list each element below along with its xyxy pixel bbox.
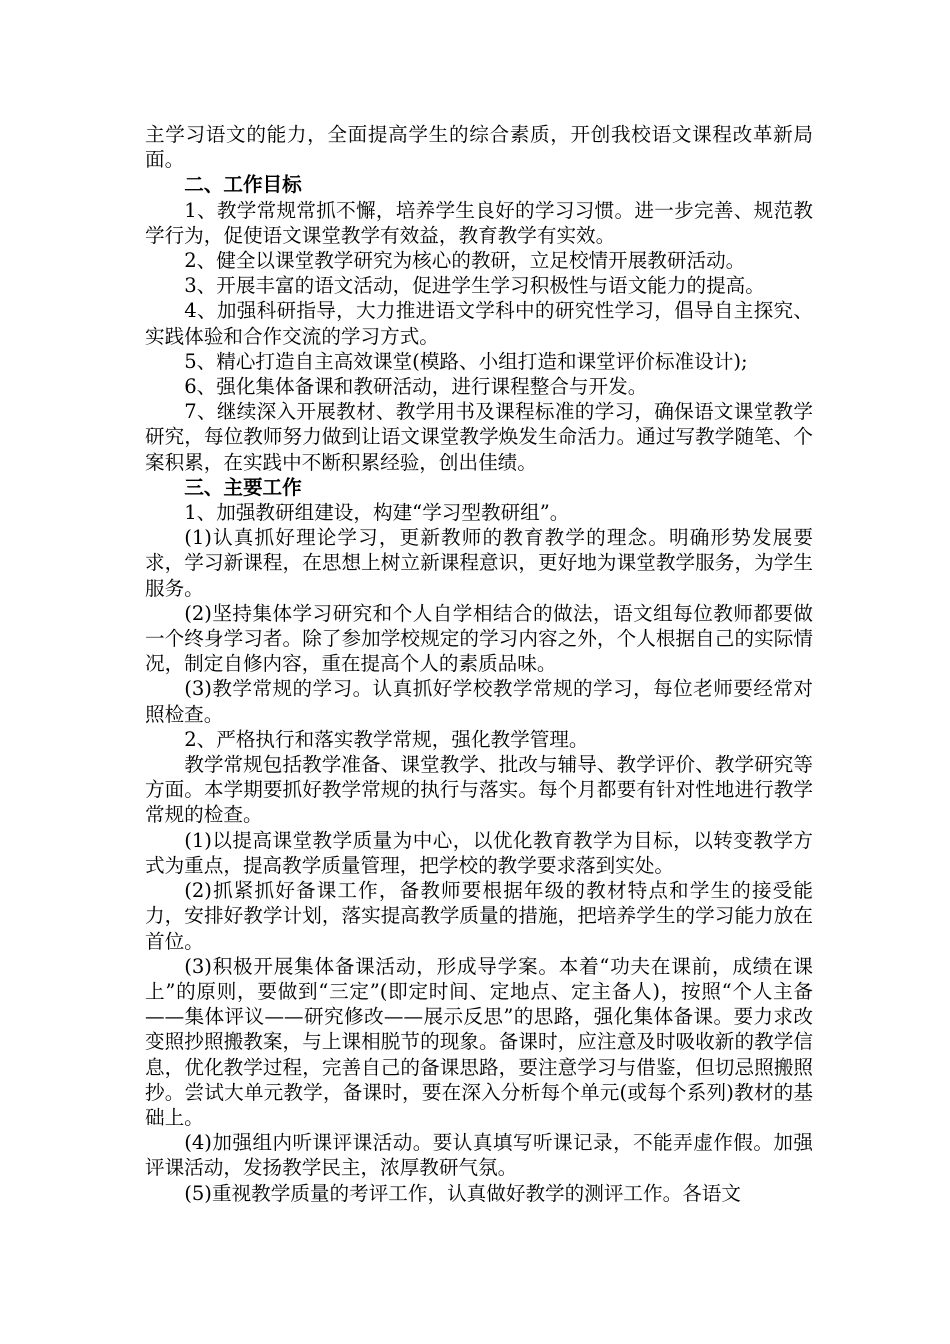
paragraph-work-2-item-5: (5)重视教学质量的考评工作，认真做好教学的测评工作。各语文: [184, 1181, 741, 1205]
paragraph-work-2-item-4: (4)加强组内听课评课活动。要认真填写听课记录，不能弄虚作假。加强评课活动，发扬教学民主，浓厚教研气氛。: [145, 1131, 813, 1180]
paragraph-goal-7: 7、继续深入开展教材、教学用书及课程标准的学习，确保语文课堂教学研究，每位教师努力做到让语文课堂教学焕发生命活力。通过写教学随笔、个案积累，在实践中不断积累经验，创出佳绩。: [145, 400, 813, 474]
paragraph-work-2-intro: 教学常规包括教学准备、课堂教学、批改与辅导、教学评价、教学研究等方面。本学期要抓好教学常规的执行与落实。每个月都要有针对性地进行教学常规的检查。: [145, 753, 813, 827]
paragraph-work-2-item-1: (1)以提高课堂教学质量为中心，以优化教育教学为目标，以转变教学方式为重点，提高教学质量管理，把学校的教学要求落到实处。: [145, 828, 813, 877]
section-heading-main-work: 三、主要工作: [184, 475, 302, 499]
paragraph-work-1-item-1: (1)认真抓好理论学习，更新教师的教育教学的理念。明确形势发展要求，学习新课程，在思想上树立新课程意识，更好地为课堂教学服务，为学生服务。: [145, 526, 813, 600]
paragraph-goal-5: 5、精心打造自主高效课堂(模路、小组打造和课堂评价标准设计);: [184, 349, 748, 373]
section-heading-work-goals: 二、工作目标: [184, 173, 302, 197]
paragraph-work-2: 2、严格执行和落实教学常规，强化教学管理。: [184, 727, 589, 751]
paragraph-intro-continuation: 主学习语文的能力，全面提高学生的综合素质，开创我校语文课程改革新局面。: [145, 123, 813, 172]
paragraph-goal-4: 4、加强科研指导，大力推进语文学科中的研究性学习，倡导自主探究、实践体验和合作交流的学习方式。: [145, 299, 813, 348]
paragraph-work-2-item-3: (3)积极开展集体备课活动，形成导学案。本着“功夫在课前，成绩在课上”的原则，要做到“三定”(即定时间、定地点、定主备人)，按照“个人主备——集体评议——研究修改——展示反思”的思路，强化集体备课。要力求改变照抄照搬教案，与上课相脱节的现象。备课时，应注意及时吸收新的教学信息，优化教学过程，完善自己的备课思路，要注意学习与借鉴，但切忌照搬照抄。尝试大单元教学，备课时，要在深入分析每个单元(或每个系列)教材的基础上。: [145, 954, 813, 1129]
paragraph-goal-6: 6、强化集体备课和教研活动，进行课程整合与开发。: [184, 375, 648, 399]
document-page: [145, 122, 813, 1206]
paragraph-goal-3: 3、开展丰富的语文活动，促进学生学习积极性与语文能力的提高。: [184, 274, 765, 298]
paragraph-work-1-item-3: (3)教学常规的学习。认真抓好学校教学常规的学习，每位老师要经常对照检查。: [145, 677, 813, 726]
paragraph-work-1-item-2: (2)坚持集体学习研究和个人自学相结合的做法，语文组每位教师都要做一个终身学习者。除了参加学校规定的学习内容之外，个人根据自己的实际情况，制定自修内容，重在提高个人的素质品味。: [145, 601, 813, 676]
paragraph-work-1: 1、加强教研组建设，构建“学习型教研组”。: [184, 501, 570, 525]
paragraph-goal-1: 1、教学常规常抓不懈，培养学生良好的学习习惯。进一步完善、规范教学行为，促使语文课堂教学有效益，教育教学有实效。: [145, 198, 813, 247]
paragraph-goal-2: 2、健全以课堂教学研究为核心的教研，立足校情开展教研活动。: [184, 249, 746, 273]
paragraph-work-2-item-2: (2)抓紧抓好备课工作，备教师要根据年级的教材特点和学生的接受能力，安排好教学计划，落实提高教学质量的措施，把培养学生的学习能力放在首位。: [145, 879, 813, 953]
